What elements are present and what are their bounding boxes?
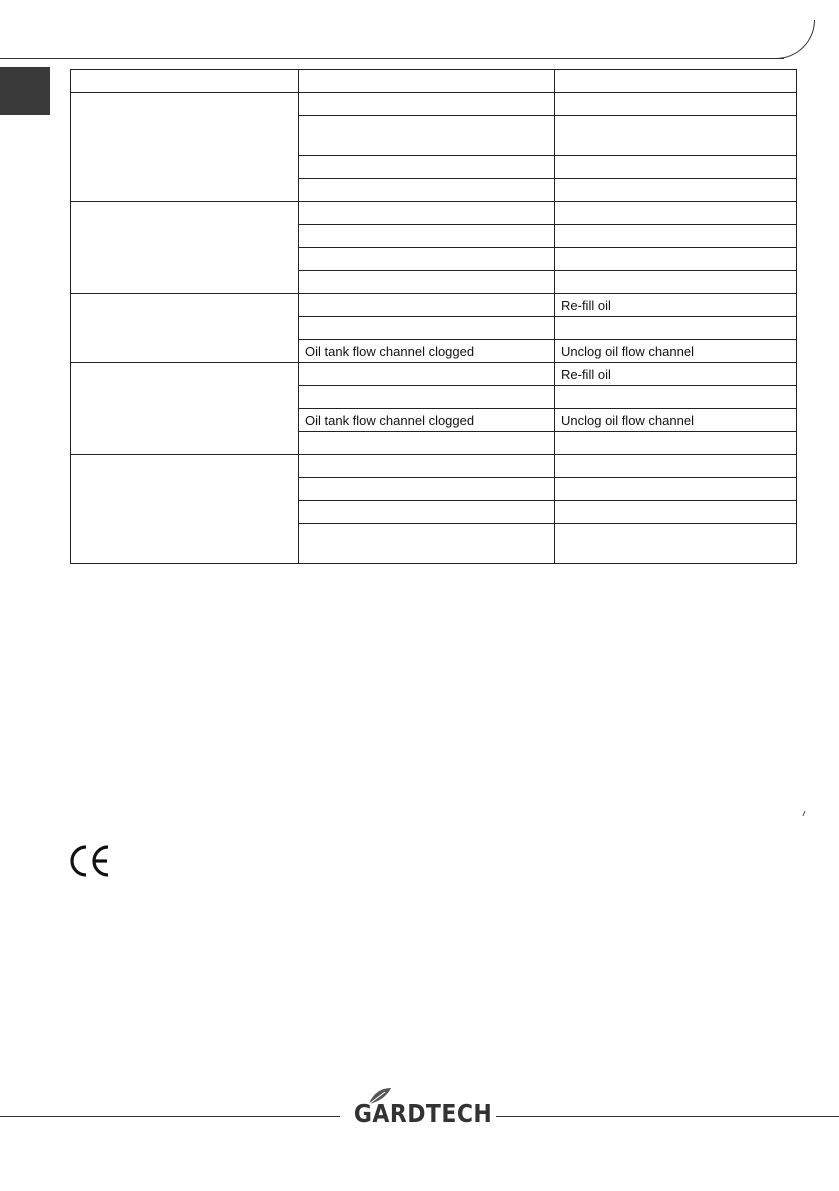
cause-cell <box>299 70 555 93</box>
remedy-cell <box>555 455 797 478</box>
brand-logo <box>345 1086 493 1132</box>
remedy-cell: Re-fill oil <box>555 363 797 386</box>
cause-cell: Oil tank flow channel clogged <box>299 409 555 432</box>
brand-wordmark: GARDTECH <box>353 1099 493 1128</box>
cause-cell <box>299 478 555 501</box>
cause-cell <box>299 248 555 271</box>
remedy-cell <box>555 317 797 340</box>
fault-cell <box>71 294 299 363</box>
remedy-cell <box>555 386 797 409</box>
table-row <box>71 202 797 225</box>
cause-cell <box>299 271 555 294</box>
top-rule <box>0 58 784 59</box>
remedy-cell <box>555 524 797 564</box>
cause-cell <box>299 386 555 409</box>
cause-cell <box>299 202 555 225</box>
remedy-cell <box>555 271 797 294</box>
fault-cell <box>71 93 299 202</box>
remedy-cell: Unclog oil flow channel <box>555 340 797 363</box>
stray-mark-icon <box>801 808 807 818</box>
fault-cell <box>71 455 299 564</box>
table-row <box>71 455 797 478</box>
table-row <box>71 93 797 116</box>
table-row <box>71 363 797 386</box>
cause-cell <box>299 524 555 564</box>
fault-cell <box>71 202 299 294</box>
remedy-cell <box>555 70 797 93</box>
footer-rule-right <box>496 1116 839 1117</box>
cause-cell <box>299 363 555 386</box>
remedy-cell <box>555 116 797 156</box>
remedy-cell <box>555 202 797 225</box>
cause-cell <box>299 501 555 524</box>
remedy-cell <box>555 179 797 202</box>
cause-cell <box>299 432 555 455</box>
remedy-cell <box>555 93 797 116</box>
cause-cell <box>299 179 555 202</box>
page-corner-curve <box>770 20 815 59</box>
remedy-cell <box>555 225 797 248</box>
remedy-cell <box>555 248 797 271</box>
table-body <box>71 70 797 564</box>
remedy-cell <box>555 501 797 524</box>
ce-mark-icon <box>68 843 112 879</box>
cause-cell <box>299 225 555 248</box>
remedy-cell <box>555 432 797 455</box>
remedy-cell <box>555 156 797 179</box>
cause-cell <box>299 317 555 340</box>
remedy-cell <box>555 478 797 501</box>
cause-cell <box>299 294 555 317</box>
section-tab <box>0 67 50 115</box>
cause-cell <box>299 93 555 116</box>
remedy-cell: Unclog oil flow channel <box>555 409 797 432</box>
table-row <box>71 294 797 317</box>
table-row <box>71 70 797 93</box>
cause-cell <box>299 116 555 156</box>
fault-cell <box>71 70 299 93</box>
cause-cell <box>299 156 555 179</box>
fault-cell <box>71 363 299 455</box>
cause-cell <box>299 455 555 478</box>
remedy-cell: Re-fill oil <box>555 294 797 317</box>
troubleshooting-table <box>70 69 797 564</box>
footer-rule-left <box>0 1116 340 1117</box>
cause-cell: Oil tank flow channel clogged <box>299 340 555 363</box>
